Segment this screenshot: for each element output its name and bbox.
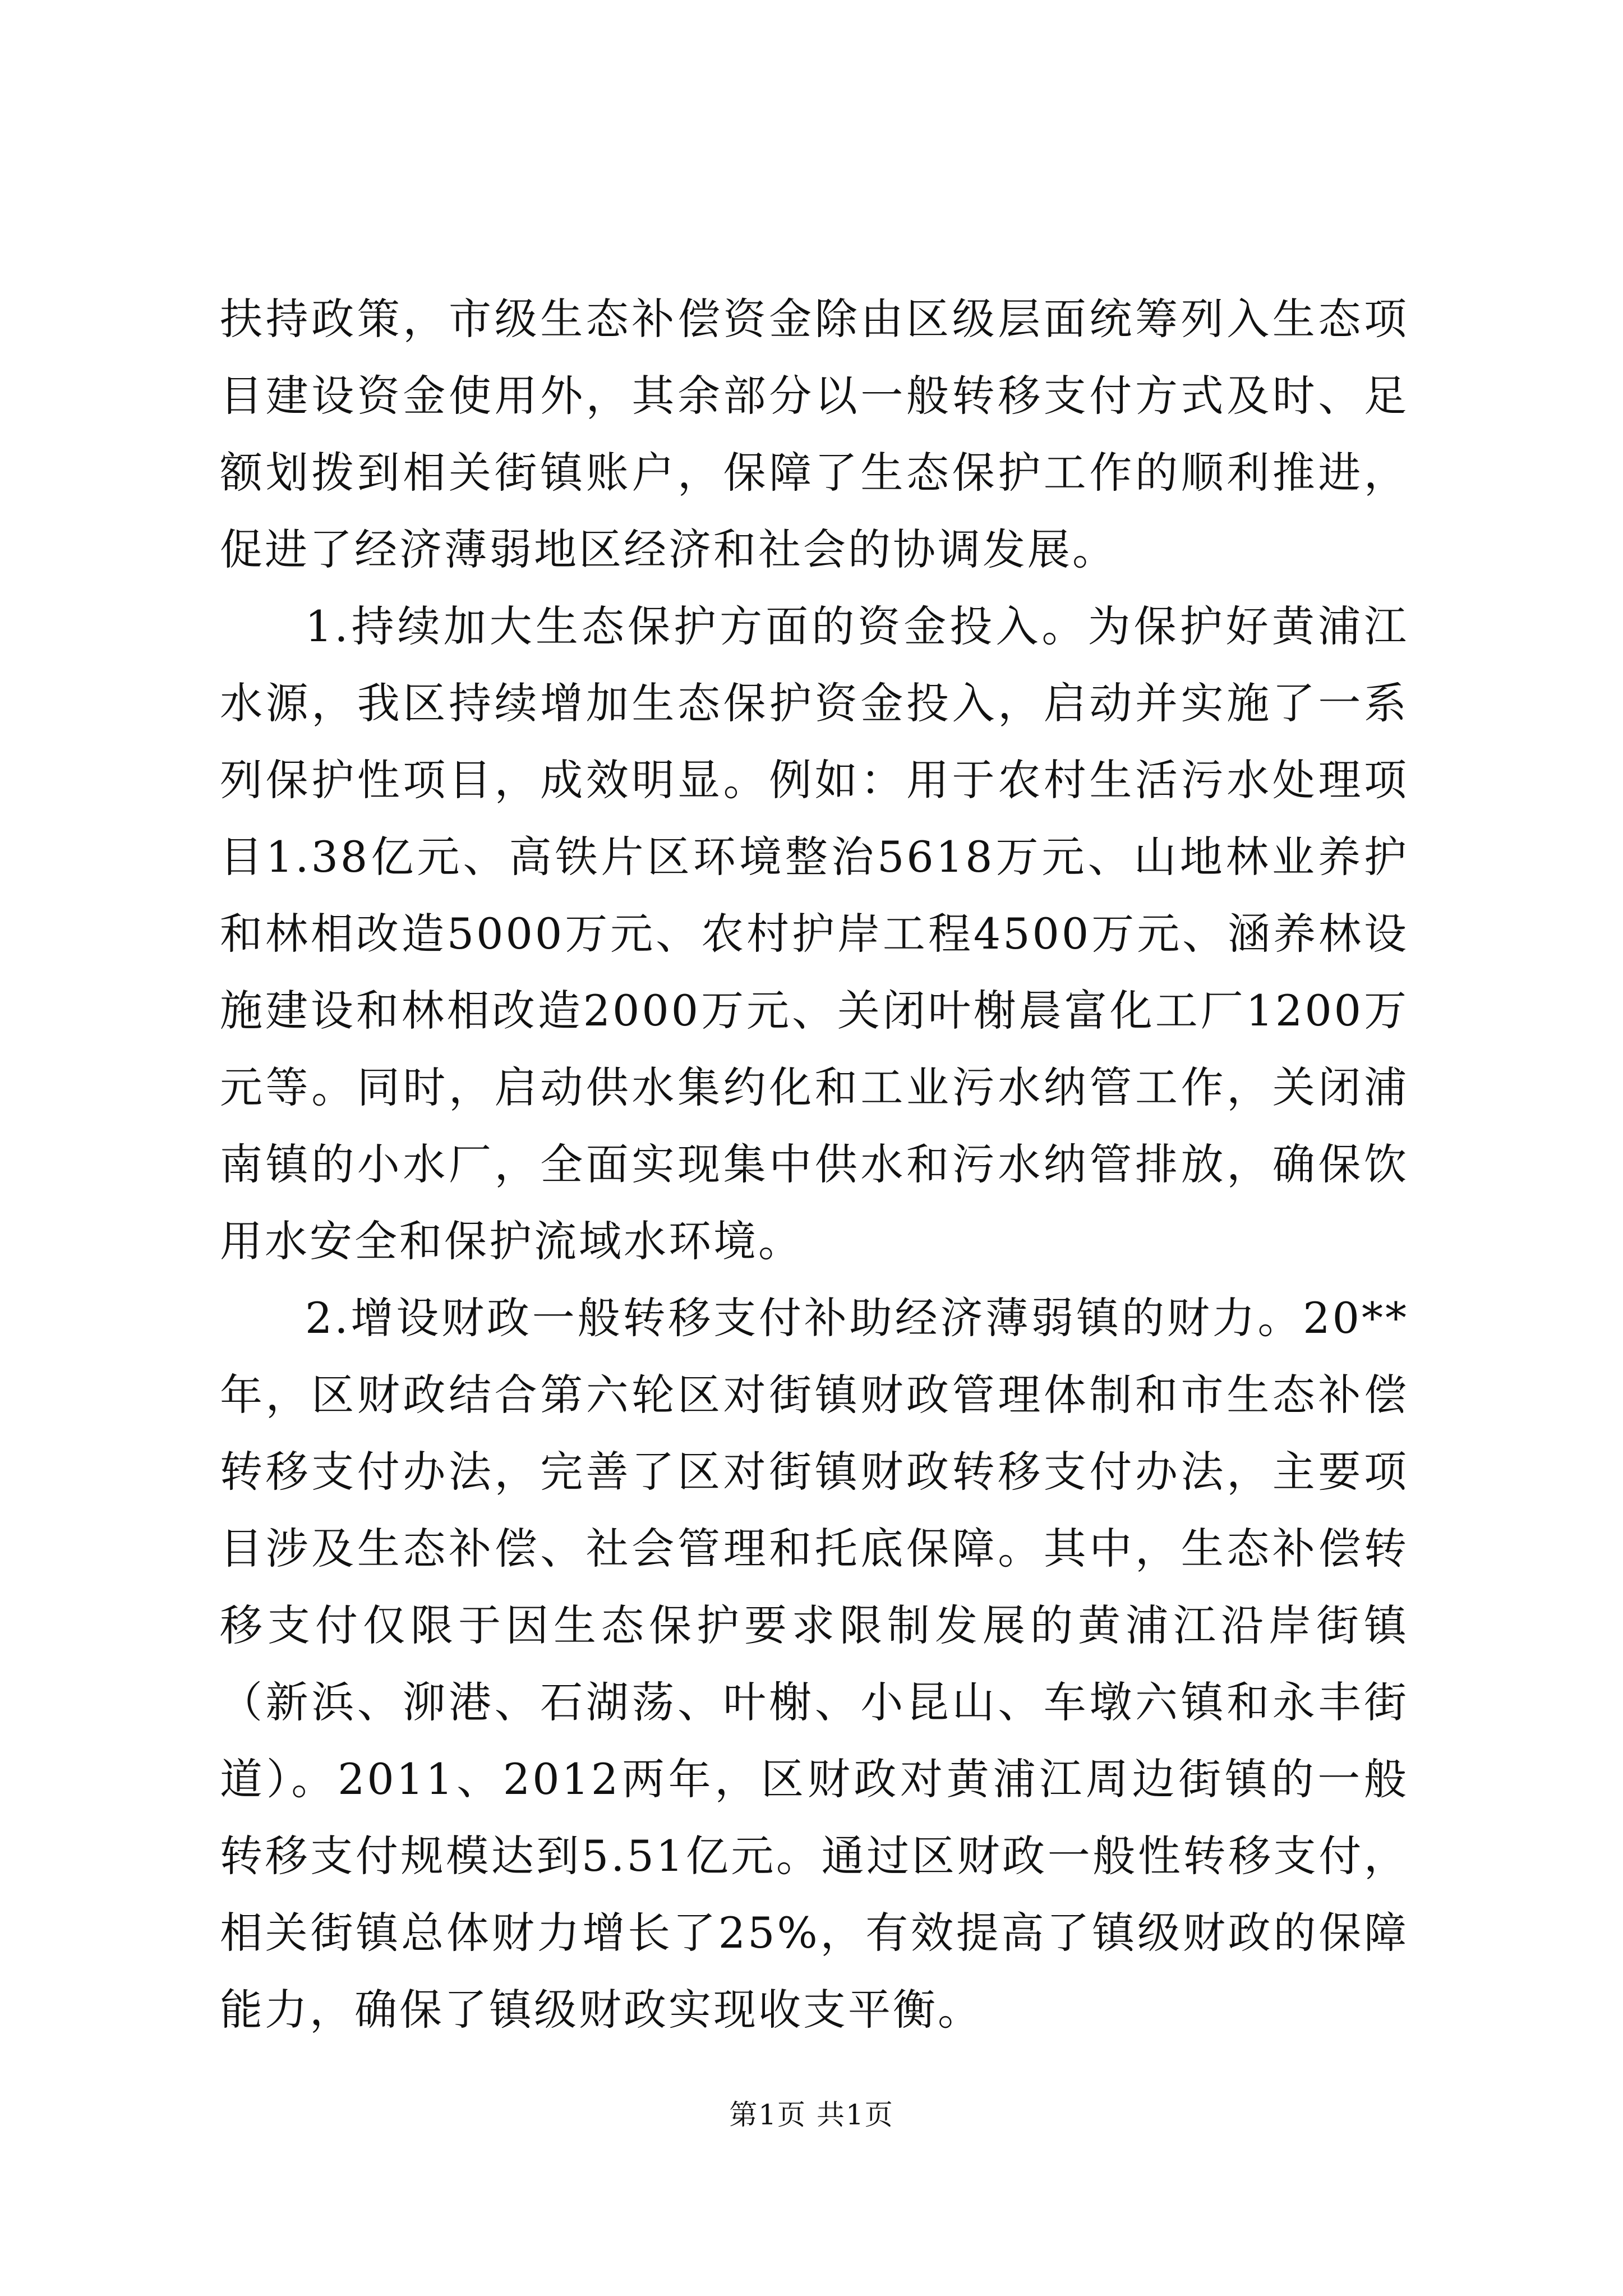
paragraph-continuation: 扶持政策，市级生态补偿资金除由区级层面统筹列入生态项目建设资金使用外，其余部分以一般转移支付方式及时、足额划拨到相关街镇账户，保障了生态保护工作的顺利推进，促进了经济薄弱地区经济和社会的协调发展。	[220, 294, 1409, 574]
document-body	[220, 280, 1409, 2048]
paragraph-item-2: 2.增设财政一般转移支付补助经济薄弱镇的财力。20**年，区财政结合第六轮区对街镇财政管理体制和市生态补偿转移支付办法，完善了区对街镇财政转移支付办法，主要项目涉及生态补偿、社会管理和托底保障。其中，生态补偿转移支付仅限于因生态保护要求限制发展的黄浦江沿岸街镇（新浜、泖港、石湖荡、叶榭、小昆山、车墩六镇和永丰街道）。2011、2012两年，区财政对黄浦江周边街镇的一般转移支付规模达到5.51亿元。通过区财政一般性转移支付，相关街镇总体财力增长了25%，有效提高了镇级财政的保障能力，确保了镇级财政实现收支平衡。	[220, 1293, 1409, 2035]
page-footer: 第1页 共1页	[729, 2099, 894, 2131]
paragraph-item-1: 1.持续加大生态保护方面的资金投入。为保护好黄浦江水源，我区持续增加生态保护资金投入，启动并实施了一系列保护性项目，成效明显。例如：用于农村生活污水处理项目1.38亿元、高铁片区环境整治5618万元、山地林业养护和林相改造5000万元、农村护岸工程4500万元、涵养林设施建设和林相改造2000万元、关闭叶榭晨富化工厂1200万元等。同时，启动供水集约化和工业污水纳管工作，关闭浦南镇的小水厂，全面实现集中供水和污水纳管排放，确保饮用水安全和保护流域水环境。	[220, 601, 1409, 1266]
